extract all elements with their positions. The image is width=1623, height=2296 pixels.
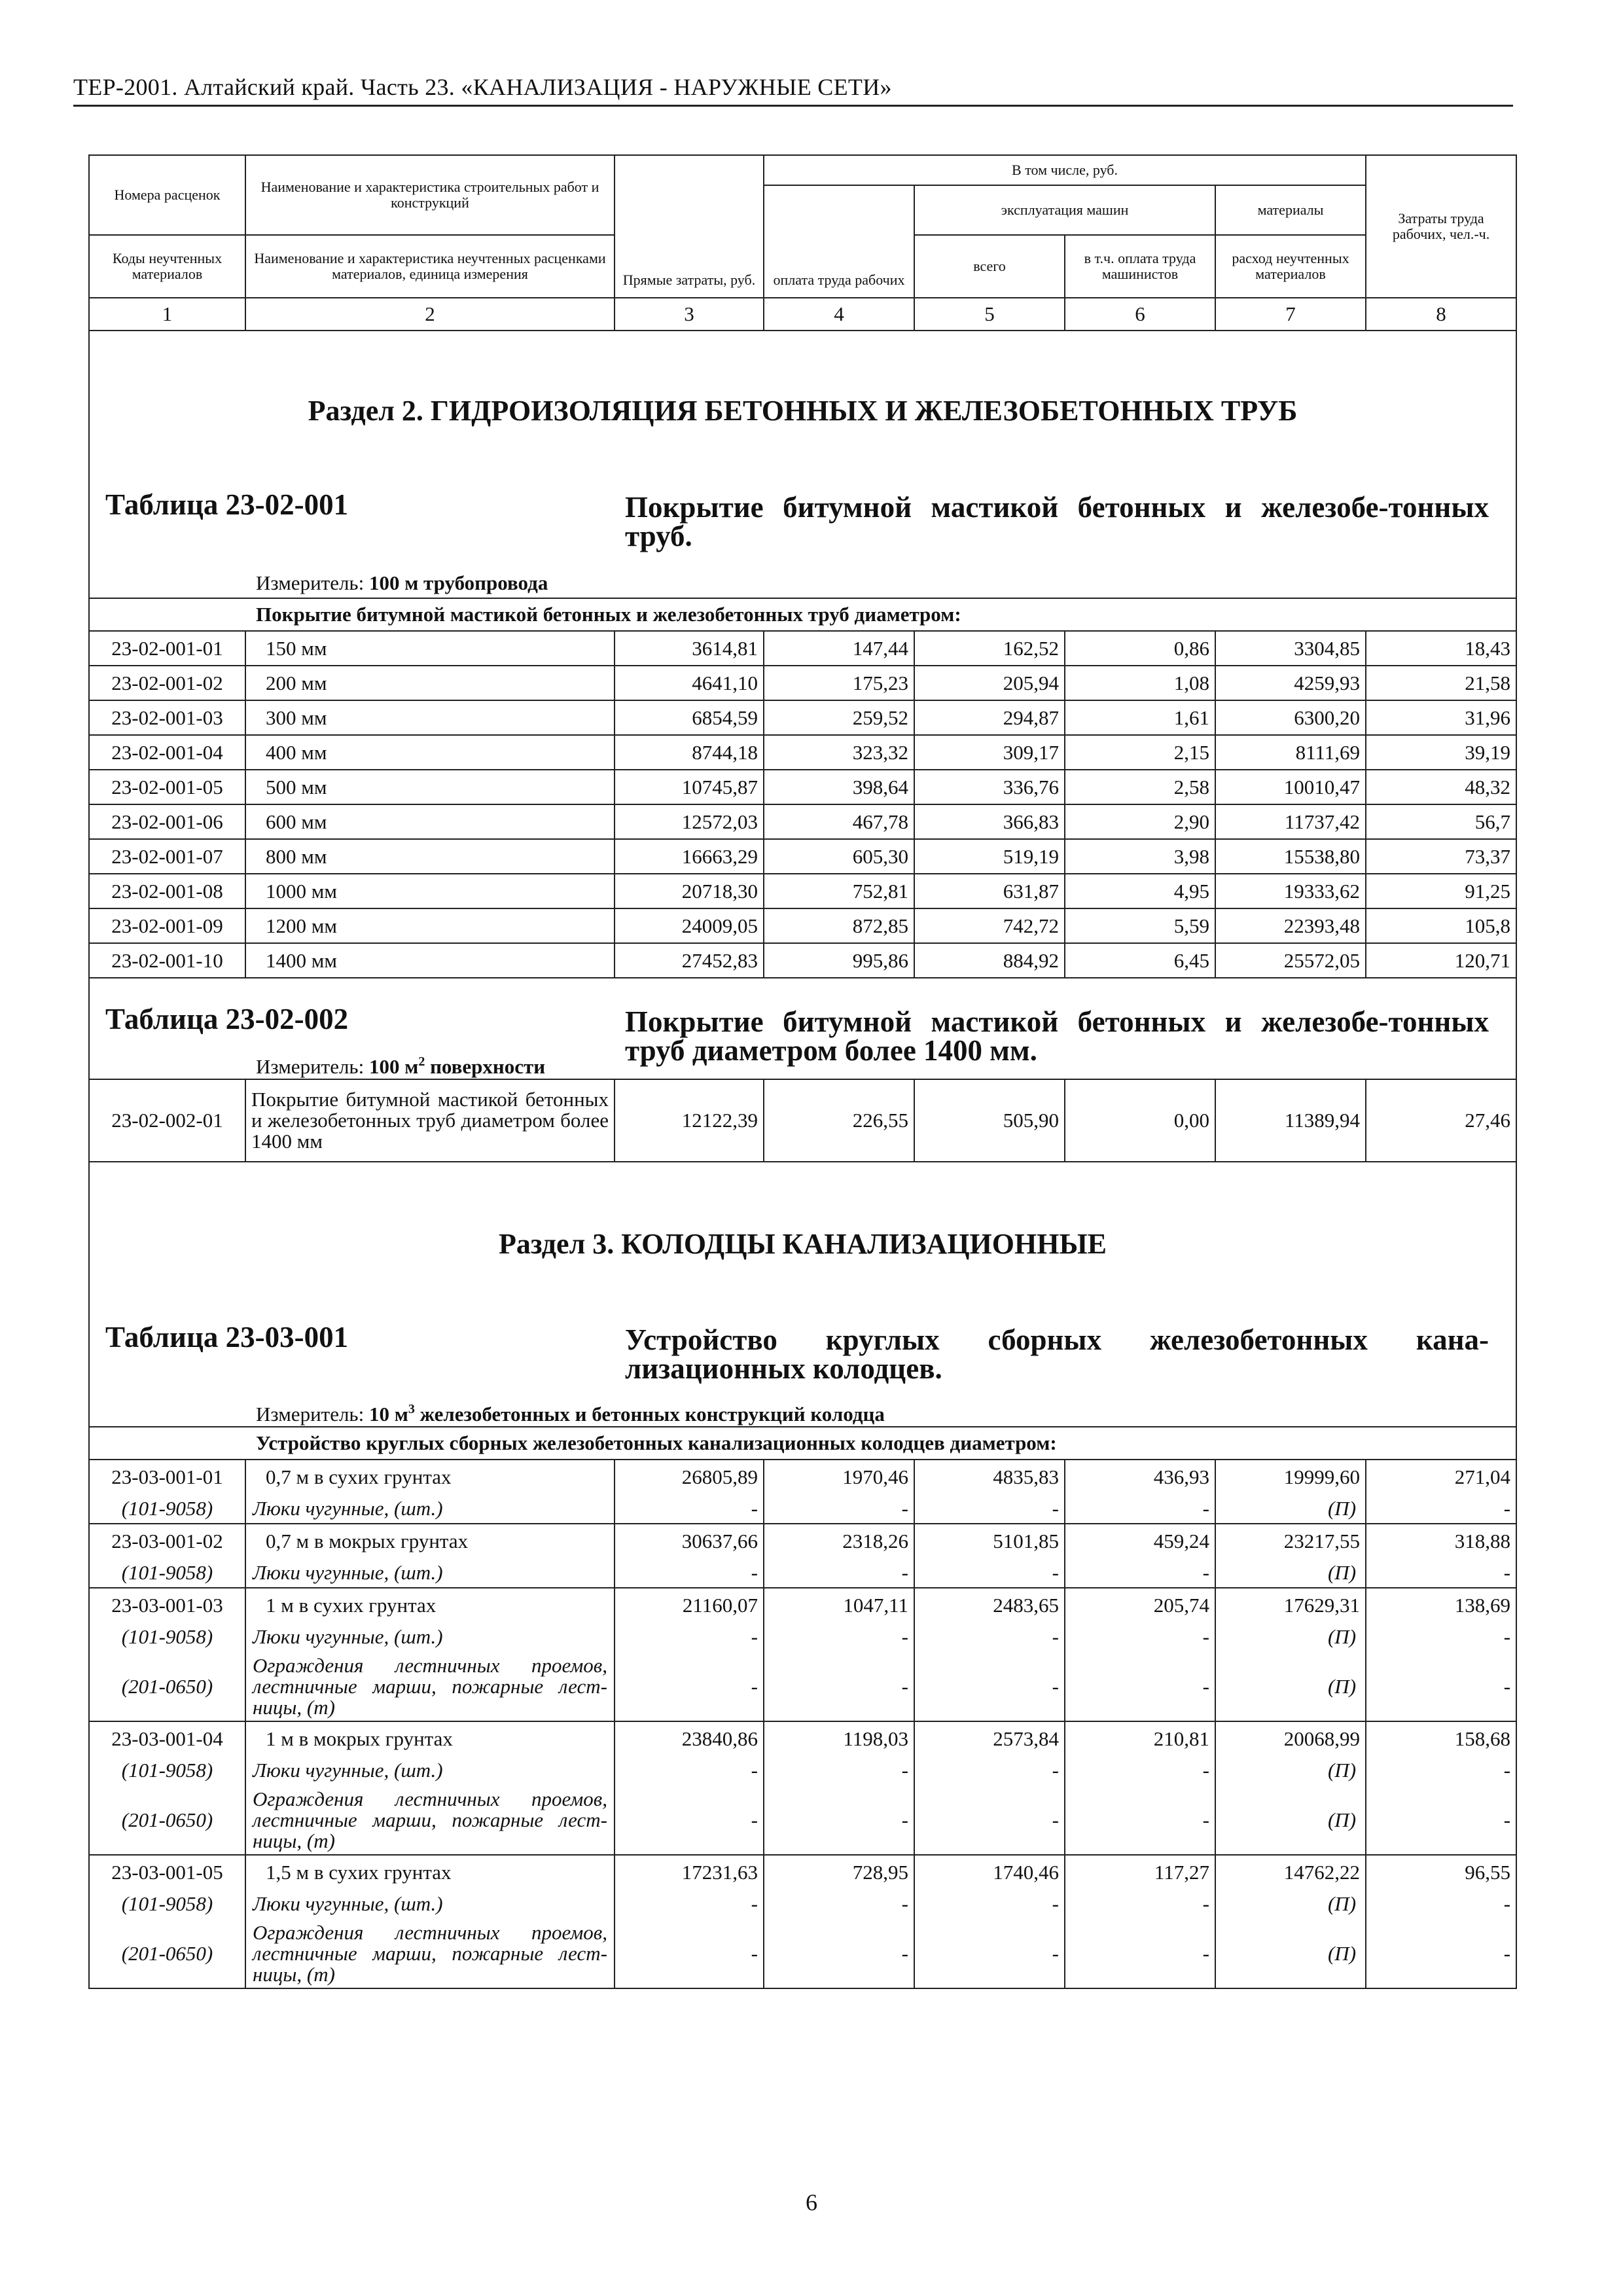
dash-cell: - — [914, 1919, 1065, 1988]
dash-cell: - — [1065, 1558, 1215, 1588]
material-code: (101-9058) — [89, 1622, 245, 1652]
dash-cell: - — [1366, 1785, 1516, 1855]
table-label: Таблица 23-02-001 — [105, 488, 349, 521]
value-cell: 1198,03 — [764, 1721, 914, 1755]
value-cell: 158,68 — [1366, 1721, 1516, 1755]
dash-cell: - — [1065, 1652, 1215, 1721]
material-row — [89, 1494, 1516, 1524]
dash-cell: - — [1366, 1889, 1516, 1919]
value-cell: 56,7 — [1366, 804, 1516, 839]
value-cell: 16663,29 — [615, 839, 764, 874]
material-name: Ограждения лестничных проемов, лестничные марши, пожарные лест-ницы, (т) — [245, 1652, 615, 1721]
table-row — [89, 631, 1516, 666]
rate-code: 23-02-001-04 — [89, 735, 245, 770]
value-cell: 605,30 — [764, 839, 914, 874]
material-mark: (П) — [1215, 1652, 1366, 1721]
value-cell: 39,19 — [1366, 735, 1516, 770]
material-code: (101-9058) — [89, 1755, 245, 1785]
dash-cell: - — [914, 1755, 1065, 1785]
value-cell: 519,19 — [914, 839, 1065, 874]
col-number: 5 — [914, 298, 1065, 331]
head-including: В том числе, руб. — [764, 155, 1366, 185]
value-cell: 323,32 — [764, 735, 914, 770]
dash-cell: - — [914, 1785, 1065, 1855]
head-col8: Затраты труда рабочих, чел.-ч. — [1366, 155, 1516, 298]
rate-code: 23-03-001-05 — [89, 1855, 245, 1889]
meter-value: 100 м трубопровода — [368, 571, 548, 594]
work-name: 1,5 м в сухих грунтах — [245, 1855, 615, 1889]
col-number: 4 — [764, 298, 914, 331]
table-23-02-001-header — [89, 490, 1516, 569]
dash-cell: - — [914, 1889, 1065, 1919]
value-cell: 8744,18 — [615, 735, 764, 770]
table-label: Таблица 23-02-002 — [105, 1003, 349, 1035]
rate-code: 23-02-001-01 — [89, 631, 245, 666]
value-cell: 117,27 — [1065, 1855, 1215, 1889]
table-row — [89, 700, 1516, 735]
head-col2-top: Наименование и характеристика строительных работ и конструкций — [245, 155, 615, 235]
value-cell: 2,58 — [1065, 770, 1215, 804]
dash-cell: - — [764, 1755, 914, 1785]
value-cell: 1,08 — [1065, 666, 1215, 700]
value-cell: 15538,80 — [1215, 839, 1366, 874]
table-row — [89, 1721, 1516, 1755]
value-cell: 17231,63 — [615, 1855, 764, 1889]
material-mark: (П) — [1215, 1494, 1366, 1524]
material-code: (101-9058) — [89, 1889, 245, 1919]
value-cell: 5101,85 — [914, 1524, 1065, 1558]
value-cell: 336,76 — [914, 770, 1065, 804]
value-cell: 162,52 — [914, 631, 1065, 666]
section-2-title: Раздел 2. ГИДРОИЗОЛЯЦИЯ БЕТОННЫХ И ЖЕЛЕЗОБЕТОННЫХ ТРУБ — [89, 331, 1516, 490]
work-name: 300 мм — [245, 700, 615, 735]
table-row — [89, 943, 1516, 978]
work-name: 1 м в мокрых грунтах — [245, 1721, 615, 1755]
material-mark: (П) — [1215, 1622, 1366, 1652]
dash-cell: - — [615, 1622, 764, 1652]
meter-value: 10 м — [368, 1403, 408, 1426]
value-cell: 26805,89 — [615, 1460, 764, 1494]
value-cell: 0,86 — [1065, 631, 1215, 666]
dash-cell: - — [1065, 1494, 1215, 1524]
value-cell: 872,85 — [764, 908, 914, 943]
meter-line — [89, 569, 1516, 598]
head-col1-top: Номера расценок — [89, 155, 245, 235]
work-name: 1000 мм — [245, 874, 615, 908]
work-name: 150 мм — [245, 631, 615, 666]
value-cell: 4835,83 — [914, 1460, 1065, 1494]
value-cell: 505,90 — [914, 1079, 1065, 1162]
table-row — [89, 908, 1516, 943]
col-number: 1 — [89, 298, 245, 331]
material-row — [89, 1889, 1516, 1919]
material-mark: (П) — [1215, 1755, 1366, 1785]
table-23-03-001-header — [89, 1321, 1516, 1397]
work-name: 400 мм — [245, 735, 615, 770]
value-cell: 8111,69 — [1215, 735, 1366, 770]
dash-cell: - — [764, 1494, 914, 1524]
col-number: 6 — [1065, 298, 1215, 331]
dash-cell: - — [1366, 1622, 1516, 1652]
rate-code: 23-02-001-03 — [89, 700, 245, 735]
value-cell: 205,94 — [914, 666, 1065, 700]
rate-code: 23-02-001-10 — [89, 943, 245, 978]
value-cell: 366,83 — [914, 804, 1065, 839]
value-cell: 20718,30 — [615, 874, 764, 908]
material-code: (201-0650) — [89, 1919, 245, 1988]
value-cell: 105,8 — [1366, 908, 1516, 943]
dash-cell: - — [615, 1755, 764, 1785]
value-cell: 1,61 — [1065, 700, 1215, 735]
head-col4: оплата труда рабочих — [764, 185, 914, 298]
value-cell: 4641,10 — [615, 666, 764, 700]
value-cell: 2573,84 — [914, 1721, 1065, 1755]
value-cell: 11737,42 — [1215, 804, 1366, 839]
value-cell: 10010,47 — [1215, 770, 1366, 804]
material-row — [89, 1652, 1516, 1721]
value-cell: 995,86 — [764, 943, 914, 978]
value-cell: 4259,93 — [1215, 666, 1366, 700]
work-name: 200 мм — [245, 666, 615, 700]
value-cell: 398,64 — [764, 770, 914, 804]
work-name: 500 мм — [245, 770, 615, 804]
group-line: Устройство круглых сборных железобетонных канализационных колодцев диаметром: — [89, 1427, 1516, 1460]
head-col3: Прямые затраты, руб. — [615, 155, 764, 298]
table-title: Покрытие битумной мастикой бетонных и железобе-тонных труб диаметром более 1400 мм. — [625, 1005, 1489, 1067]
group-line: Покрытие битумной мастикой бетонных и железобетонных труб диаметром: — [89, 598, 1516, 631]
value-cell: 3614,81 — [615, 631, 764, 666]
work-name: 600 мм — [245, 804, 615, 839]
work-name: 1 м в сухих грунтах — [245, 1588, 615, 1622]
value-cell: 11389,94 — [1215, 1079, 1366, 1162]
value-cell: 48,32 — [1366, 770, 1516, 804]
material-name: Ограждения лестничных проемов, лестничные марши, пожарные лест-ницы, (т) — [245, 1919, 615, 1988]
rate-code: 23-03-001-04 — [89, 1721, 245, 1755]
table-row — [89, 1524, 1516, 1558]
dash-cell: - — [1065, 1755, 1215, 1785]
rate-code: 23-03-001-01 — [89, 1460, 245, 1494]
table-title: Покрытие битумной мастикой бетонных и железобе-тонных труб. — [625, 491, 1489, 552]
dash-cell: - — [615, 1889, 764, 1919]
value-cell: 17629,31 — [1215, 1588, 1366, 1622]
value-cell: 18,43 — [1366, 631, 1516, 666]
value-cell: 226,55 — [764, 1079, 914, 1162]
value-cell: 147,44 — [764, 631, 914, 666]
value-cell: 4,95 — [1065, 874, 1215, 908]
value-cell: 884,92 — [914, 943, 1065, 978]
material-name: Люки чугунные, (шт.) — [245, 1558, 615, 1588]
value-cell: 91,25 — [1366, 874, 1516, 908]
dash-cell: - — [1366, 1755, 1516, 1785]
material-mark: (П) — [1215, 1785, 1366, 1855]
table-row — [89, 1460, 1516, 1494]
head-col6: в т.ч. оплата труда машинистов — [1065, 235, 1215, 298]
table-row — [89, 1855, 1516, 1889]
meter-sup: 2 — [418, 1054, 425, 1069]
material-row — [89, 1785, 1516, 1855]
table-label: Таблица 23-03-001 — [105, 1321, 349, 1354]
value-cell: 12572,03 — [615, 804, 764, 839]
dash-cell: - — [764, 1919, 914, 1988]
material-name: Ограждения лестничных проемов, лестничные марши, пожарные лест-ницы, (т) — [245, 1785, 615, 1855]
value-cell: 1970,46 — [764, 1460, 914, 1494]
work-name: 0,7 м в мокрых грунтах — [245, 1524, 615, 1558]
dash-cell: - — [1065, 1622, 1215, 1652]
rate-code: 23-02-001-07 — [89, 839, 245, 874]
dash-cell: - — [615, 1785, 764, 1855]
header-rule — [73, 105, 1513, 107]
value-cell: 467,78 — [764, 804, 914, 839]
head-machines: эксплуатация машин — [914, 185, 1215, 235]
meter-value: 100 м — [368, 1055, 419, 1078]
value-cell: 12122,39 — [615, 1079, 764, 1162]
value-cell: 10745,87 — [615, 770, 764, 804]
rate-code: 23-03-001-02 — [89, 1524, 245, 1558]
value-cell: 0,00 — [1065, 1079, 1215, 1162]
value-cell: 138,69 — [1366, 1588, 1516, 1622]
value-cell: 20068,99 — [1215, 1721, 1366, 1755]
value-cell: 3,98 — [1065, 839, 1215, 874]
page-number: 6 — [806, 2189, 817, 2215]
running-header: ТЕР-2001. Алтайский край. Часть 23. «КАНАЛИЗАЦИЯ - НАРУЖНЫЕ СЕТИ» — [73, 74, 892, 100]
work-name: 800 мм — [245, 839, 615, 874]
meter-suffix: поверхности — [430, 1055, 546, 1078]
value-cell: 210,81 — [1065, 1721, 1215, 1755]
dash-cell: - — [764, 1785, 914, 1855]
material-mark: (П) — [1215, 1919, 1366, 1988]
dash-cell: - — [1065, 1889, 1215, 1919]
value-cell: 2318,26 — [764, 1524, 914, 1558]
material-row — [89, 1558, 1516, 1588]
table-row — [89, 1588, 1516, 1622]
dash-cell: - — [1366, 1494, 1516, 1524]
table-row — [89, 770, 1516, 804]
dash-cell: - — [615, 1652, 764, 1721]
dash-cell: - — [1065, 1785, 1215, 1855]
table-row — [89, 839, 1516, 874]
value-cell: 752,81 — [764, 874, 914, 908]
dash-cell: - — [615, 1494, 764, 1524]
material-code: (101-9058) — [89, 1558, 245, 1588]
meter-prefix: Измеритель: — [256, 1403, 365, 1426]
rate-code: 23-02-001-08 — [89, 874, 245, 908]
value-cell: 19999,60 — [1215, 1460, 1366, 1494]
dash-cell: - — [914, 1652, 1065, 1721]
value-cell: 742,72 — [914, 908, 1065, 943]
value-cell: 175,23 — [764, 666, 914, 700]
value-cell: 728,95 — [764, 1855, 914, 1889]
table-row — [89, 874, 1516, 908]
dash-cell: - — [914, 1494, 1065, 1524]
value-cell: 96,55 — [1366, 1855, 1516, 1889]
rate-code: 23-02-001-02 — [89, 666, 245, 700]
value-cell: 25572,05 — [1215, 943, 1366, 978]
material-mark: (П) — [1215, 1889, 1366, 1919]
table-row — [89, 1079, 1516, 1162]
value-cell: 6300,20 — [1215, 700, 1366, 735]
value-cell: 21160,07 — [615, 1588, 764, 1622]
col-number: 3 — [615, 298, 764, 331]
value-cell: 205,74 — [1065, 1588, 1215, 1622]
dash-cell: - — [1065, 1919, 1215, 1988]
dash-cell: - — [1366, 1558, 1516, 1588]
material-row — [89, 1622, 1516, 1652]
value-cell: 24009,05 — [615, 908, 764, 943]
table-row — [89, 804, 1516, 839]
material-code: (101-9058) — [89, 1494, 245, 1524]
head-col7: расход неучтенных материалов — [1215, 235, 1366, 298]
value-cell: 2,90 — [1065, 804, 1215, 839]
value-cell: 6854,59 — [615, 700, 764, 735]
head-col1-bottom: Коды неучтенных материалов — [89, 235, 245, 298]
value-cell: 31,96 — [1366, 700, 1516, 735]
value-cell: 309,17 — [914, 735, 1065, 770]
meter-prefix: Измеритель: — [256, 571, 365, 594]
value-cell: 259,52 — [764, 700, 914, 735]
table-row — [89, 666, 1516, 700]
value-cell: 1740,46 — [914, 1855, 1065, 1889]
col-number: 2 — [245, 298, 615, 331]
value-cell: 459,24 — [1065, 1524, 1215, 1558]
value-cell: 2,15 — [1065, 735, 1215, 770]
material-name: Люки чугунные, (шт.) — [245, 1755, 615, 1785]
value-cell: 294,87 — [914, 700, 1065, 735]
work-name: 0,7 м в сухих грунтах — [245, 1460, 615, 1494]
material-name: Люки чугунные, (шт.) — [245, 1622, 615, 1652]
meter-prefix: Измеритель: — [256, 1055, 365, 1078]
rate-code: 23-03-001-03 — [89, 1588, 245, 1622]
value-cell: 120,71 — [1366, 943, 1516, 978]
meter-line — [89, 1397, 1516, 1427]
rate-code: 23-02-001-06 — [89, 804, 245, 839]
material-row — [89, 1755, 1516, 1785]
work-name: 1400 мм — [245, 943, 615, 978]
dash-cell: - — [1366, 1652, 1516, 1721]
section-3-title: Раздел 3. КОЛОДЦЫ КАНАЛИЗАЦИОННЫЕ — [89, 1162, 1516, 1325]
price-table — [88, 154, 1517, 1989]
dash-cell: - — [764, 1622, 914, 1652]
value-cell: 19333,62 — [1215, 874, 1366, 908]
value-cell: 3304,85 — [1215, 631, 1366, 666]
value-cell: 14762,22 — [1215, 1855, 1366, 1889]
value-cell: 436,93 — [1065, 1460, 1215, 1494]
value-cell: 2483,65 — [914, 1588, 1065, 1622]
work-name: 1200 мм — [245, 908, 615, 943]
value-cell: 73,37 — [1366, 839, 1516, 874]
dash-cell: - — [615, 1919, 764, 1988]
rate-code: 23-02-002-01 — [89, 1079, 245, 1162]
meter-sup: 3 — [408, 1402, 415, 1416]
head-materials: материалы — [1215, 185, 1366, 235]
table-row — [89, 735, 1516, 770]
rate-code: 23-02-001-09 — [89, 908, 245, 943]
dash-cell: - — [764, 1889, 914, 1919]
material-mark: (П) — [1215, 1558, 1366, 1588]
head-col2-bottom: Наименование и характеристика неучтенных расценками материалов, единица измерения — [245, 235, 615, 298]
material-code: (201-0650) — [89, 1785, 245, 1855]
dash-cell: - — [914, 1558, 1065, 1588]
value-cell: 1047,11 — [764, 1588, 914, 1622]
material-name: Люки чугунные, (шт.) — [245, 1494, 615, 1524]
value-cell: 22393,48 — [1215, 908, 1366, 943]
value-cell: 23217,55 — [1215, 1524, 1366, 1558]
value-cell: 21,58 — [1366, 666, 1516, 700]
dash-cell: - — [1366, 1919, 1516, 1988]
table-title: Устройство круглых сборных железобетонных кана-лизационных колодцев. — [625, 1323, 1489, 1385]
value-cell: 30637,66 — [615, 1524, 764, 1558]
value-cell: 5,59 — [1065, 908, 1215, 943]
value-cell: 631,87 — [914, 874, 1065, 908]
meter-suffix: железобетонных и бетонных конструкций колодца — [419, 1403, 885, 1426]
value-cell: 27452,83 — [615, 943, 764, 978]
material-code: (201-0650) — [89, 1652, 245, 1721]
work-name: Покрытие битумной мастикой бетонных и железобетонных труб диаметром более 1400 мм — [245, 1079, 615, 1162]
value-cell: 271,04 — [1366, 1460, 1516, 1494]
dash-cell: - — [914, 1622, 1065, 1652]
dash-cell: - — [764, 1652, 914, 1721]
col-number: 8 — [1366, 298, 1516, 331]
value-cell: 6,45 — [1065, 943, 1215, 978]
material-name: Люки чугунные, (шт.) — [245, 1889, 615, 1919]
dash-cell: - — [764, 1558, 914, 1588]
head-col5: всего — [914, 235, 1065, 298]
value-cell: 27,46 — [1366, 1079, 1516, 1162]
material-row — [89, 1919, 1516, 1988]
rate-code: 23-02-001-05 — [89, 770, 245, 804]
dash-cell: - — [615, 1558, 764, 1588]
value-cell: 318,88 — [1366, 1524, 1516, 1558]
col-number: 7 — [1215, 298, 1366, 331]
value-cell: 23840,86 — [615, 1721, 764, 1755]
